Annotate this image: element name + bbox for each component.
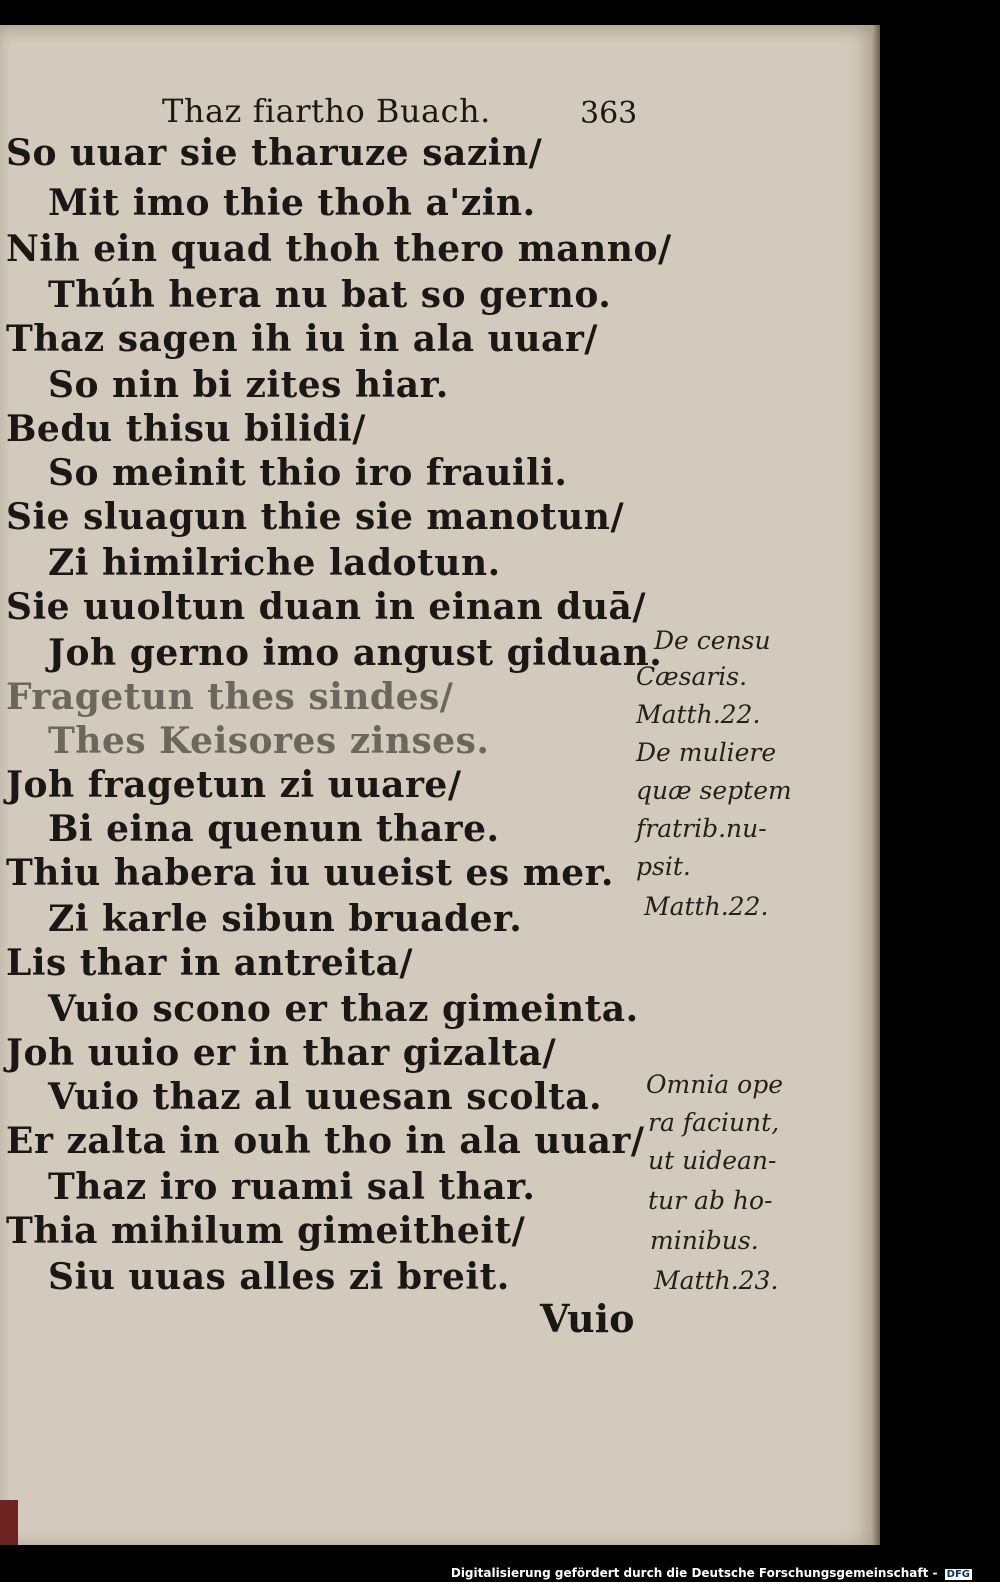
verse-line: Sie uuoltun duan in einan duā/ bbox=[6, 586, 647, 628]
verse-line: Thaz iro ruami sal thar. bbox=[48, 1166, 536, 1208]
marginal-note: Matth.22. bbox=[636, 700, 761, 729]
verse-line: Siu uuas alles zi breit. bbox=[48, 1256, 510, 1298]
verse-line: Joh gerno imo angust giduan. bbox=[48, 632, 663, 674]
verse-line: Vuio scono er thaz gimeinta. bbox=[48, 988, 639, 1030]
verse-line: Joh fragetun zi uuare/ bbox=[6, 764, 462, 806]
credit-text: Digitalisierung gefördert durch die Deutsche Forschungsgemeinschaft - bbox=[450, 1566, 938, 1580]
verse-line: Joh uuio er in thar gizalta/ bbox=[6, 1032, 557, 1074]
verse-line: So meinit thio iro frauili. bbox=[48, 452, 568, 494]
digitization-credit bbox=[451, 1566, 972, 1580]
marginal-note: Matth.23. bbox=[654, 1266, 779, 1295]
verse-line: Zi himilriche ladotun. bbox=[48, 542, 501, 584]
marginal-note: tur ab ho- bbox=[648, 1186, 773, 1215]
marginal-note: De muliere bbox=[636, 738, 777, 767]
marginal-note: minibus. bbox=[650, 1226, 759, 1255]
running-title: Thaz fiartho Buach. bbox=[162, 92, 491, 130]
marginal-note: psit. bbox=[636, 852, 691, 881]
page-edge bbox=[872, 25, 880, 1545]
marginal-note: Cæsaris. bbox=[636, 662, 748, 691]
verse-line: Mit imo thie thoh a'zin. bbox=[48, 182, 536, 224]
verse-line: Thia mihilum gimeitheit/ bbox=[6, 1210, 526, 1252]
verse-line: Thúh hera nu bat so gerno. bbox=[48, 274, 612, 316]
verse-line: Er zalta in ouh tho in ala uuar/ bbox=[6, 1120, 645, 1162]
verse-line: Lis thar in antreita/ bbox=[6, 942, 414, 984]
marginal-note: Matth.22. bbox=[644, 892, 769, 921]
verse-line: Nih ein quad thoh thero manno/ bbox=[6, 228, 672, 270]
marginal-note: ut uidean- bbox=[648, 1146, 777, 1175]
verse-line: Thiu habera iu uueist es mer. bbox=[6, 852, 614, 894]
page-number: 363 bbox=[580, 96, 638, 131]
marginal-note: quæ septem bbox=[636, 776, 792, 805]
dfg-logo: DFG bbox=[946, 1569, 970, 1580]
verse-line: Fragetun thes sindes/ bbox=[6, 676, 454, 718]
verse-line: Bi eina quenun thare. bbox=[48, 808, 500, 850]
verse-line: Thaz sagen ih iu in ala uuar/ bbox=[6, 318, 598, 360]
verse-line: Vuio thaz al uuesan scolta. bbox=[48, 1076, 603, 1118]
marginal-note: De censu bbox=[654, 626, 771, 655]
verse-line: Bedu thisu bilidi/ bbox=[6, 408, 366, 450]
verse-line: So nin bi zites hiar. bbox=[48, 364, 449, 406]
verse-line: So uuar sie tharuze sazin/ bbox=[6, 132, 543, 174]
verse-line: Sie sluagun thie sie manotun/ bbox=[6, 496, 625, 538]
catchword: Vuio bbox=[540, 1296, 635, 1341]
marginal-note: Omnia ope bbox=[646, 1070, 783, 1099]
binding-strip bbox=[0, 1500, 18, 1545]
verse-line: Zi karle sibun bruader. bbox=[48, 898, 523, 940]
marginal-note: fratrib.nu- bbox=[636, 814, 767, 843]
marginal-note: ra faciunt, bbox=[648, 1108, 780, 1137]
verse-line: Thes Keisores zinses. bbox=[48, 720, 490, 762]
